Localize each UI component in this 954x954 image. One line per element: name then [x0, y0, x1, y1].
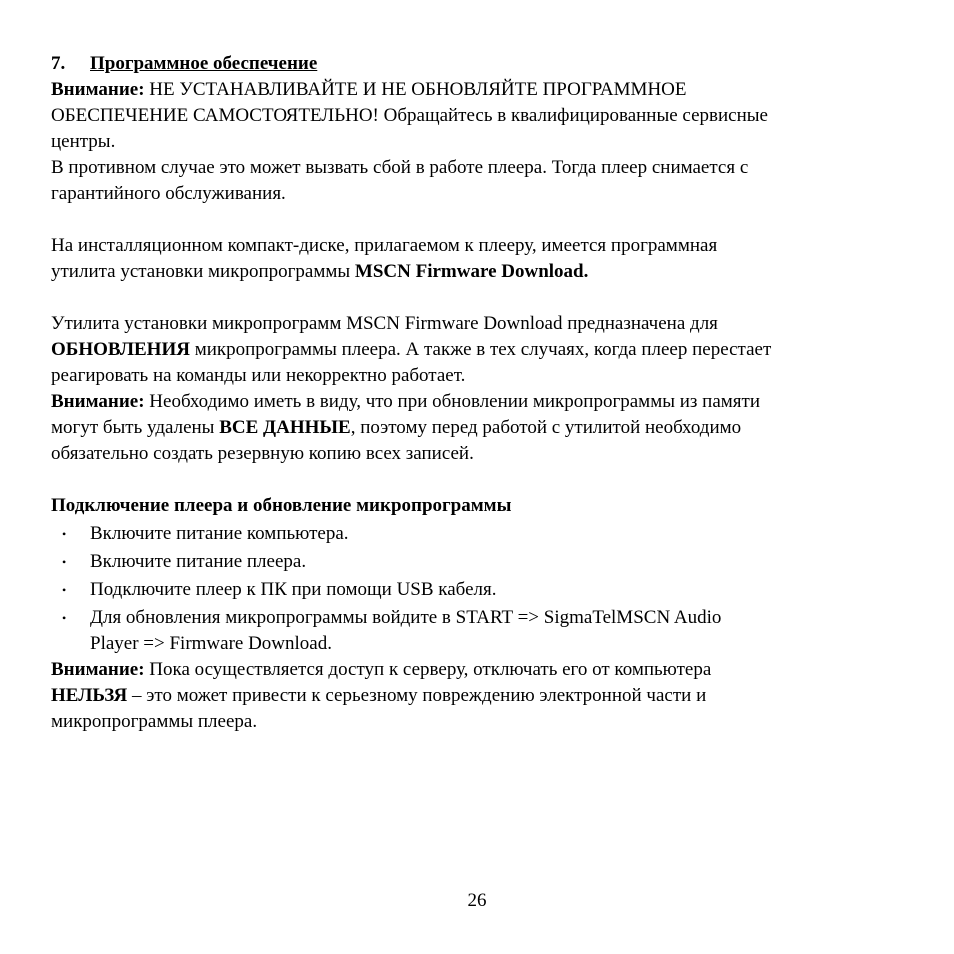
warning-text-line: Необходимо иметь в виду, что при обновлении микропрограммы из памяти	[144, 391, 761, 412]
warning-text-line: НЕ УСТАНАВЛИВАЙТЕ И НЕ ОБНОВЛЯЙТЕ ПРОГРАММНОЕ	[144, 79, 687, 100]
emphasis-update: ОБНОВЛЕНИЯ	[51, 339, 190, 360]
list-item-text: Подключите плеер к ПК при помощи USB кабеля.	[90, 579, 497, 600]
warning-label: Внимание:	[51, 659, 145, 680]
bullet-icon: •	[62, 527, 67, 541]
paragraph-line: утилита установки микропрограммы	[51, 261, 355, 282]
warning-text-line: , поэтому перед работой с утилитой необходимо	[350, 417, 742, 438]
list-item	[51, 577, 901, 603]
warning-text-line: обязательно создать резервную копию всех записей.	[51, 443, 474, 464]
paragraph-gap	[51, 285, 901, 311]
warning-text-line: центры.	[51, 131, 116, 152]
list-item	[51, 549, 901, 575]
warning-label: Внимание:	[51, 391, 145, 412]
warning-text-line: могут быть удалены	[51, 417, 220, 438]
warning-disconnect	[51, 657, 901, 735]
list-item	[51, 521, 901, 547]
warning-text-line: ОБЕСПЕЧЕНИЕ САМОСТОЯТЕЛЬНО! Обращайтесь в квалифицированные сервисные	[51, 105, 768, 126]
paragraph-gap	[51, 207, 901, 233]
warning-text-line: В противном случае это может вызвать сбой в работе плеера. Тогда плеер снимается с	[51, 157, 749, 178]
warning-label: Внимание:	[51, 79, 145, 100]
emphasis-forbidden: НЕЛЬЗЯ	[51, 685, 128, 706]
list-item-text: Включите питание компьютера.	[90, 523, 349, 544]
connect-steps-list	[51, 521, 901, 657]
paragraph-line: На инсталляционном компакт-диске, прилагаемом к плееру, имеется программная	[51, 235, 718, 256]
connect-heading: Подключение плеера и обновление микропрограммы	[51, 495, 512, 516]
document-page	[51, 51, 901, 735]
warning-text-line: Пока осуществляется доступ к серверу, отключать его от компьютера	[144, 659, 712, 680]
paragraph-utility-purpose	[51, 311, 901, 389]
page-number: 26	[467, 890, 487, 911]
bullet-icon: •	[62, 555, 67, 569]
section-heading	[51, 51, 901, 77]
paragraph-line: Утилита установки микропрограмм MSCN Firmware Download предназначена для	[51, 313, 718, 334]
list-item-text: Включите питание плеера.	[90, 551, 307, 572]
paragraph-line: реагировать на команды или некорректно работает.	[51, 365, 466, 386]
paragraph-cd-utility	[51, 233, 901, 285]
list-item-text: Для обновления микропрограммы войдите в START => SigmaTelMSCN Audio	[90, 607, 722, 628]
section-number: 7.	[51, 53, 66, 74]
warning-text-line: – это может привести к серьезному повреждению электронной части и	[127, 685, 707, 706]
paragraph-gap	[51, 467, 901, 493]
warning-text-line: микропрограммы плеера.	[51, 711, 258, 732]
warning-text-line: гарантийного обслуживания.	[51, 183, 286, 204]
paragraph-line: микропрограммы плеера. А также в тех случаях, когда плеер перестает	[189, 339, 772, 360]
warning-data-loss	[51, 389, 901, 467]
emphasis-all-data: ВСЕ ДАННЫЕ	[219, 417, 351, 438]
list-item	[51, 605, 901, 657]
warning-install	[51, 77, 901, 207]
utility-name: MSCN Firmware Download.	[354, 261, 589, 282]
bullet-icon: •	[62, 611, 67, 625]
bullet-icon: •	[62, 583, 67, 597]
section-title: Программное обеспечение	[90, 53, 318, 74]
list-item-text: Player => Firmware Download.	[90, 633, 332, 654]
